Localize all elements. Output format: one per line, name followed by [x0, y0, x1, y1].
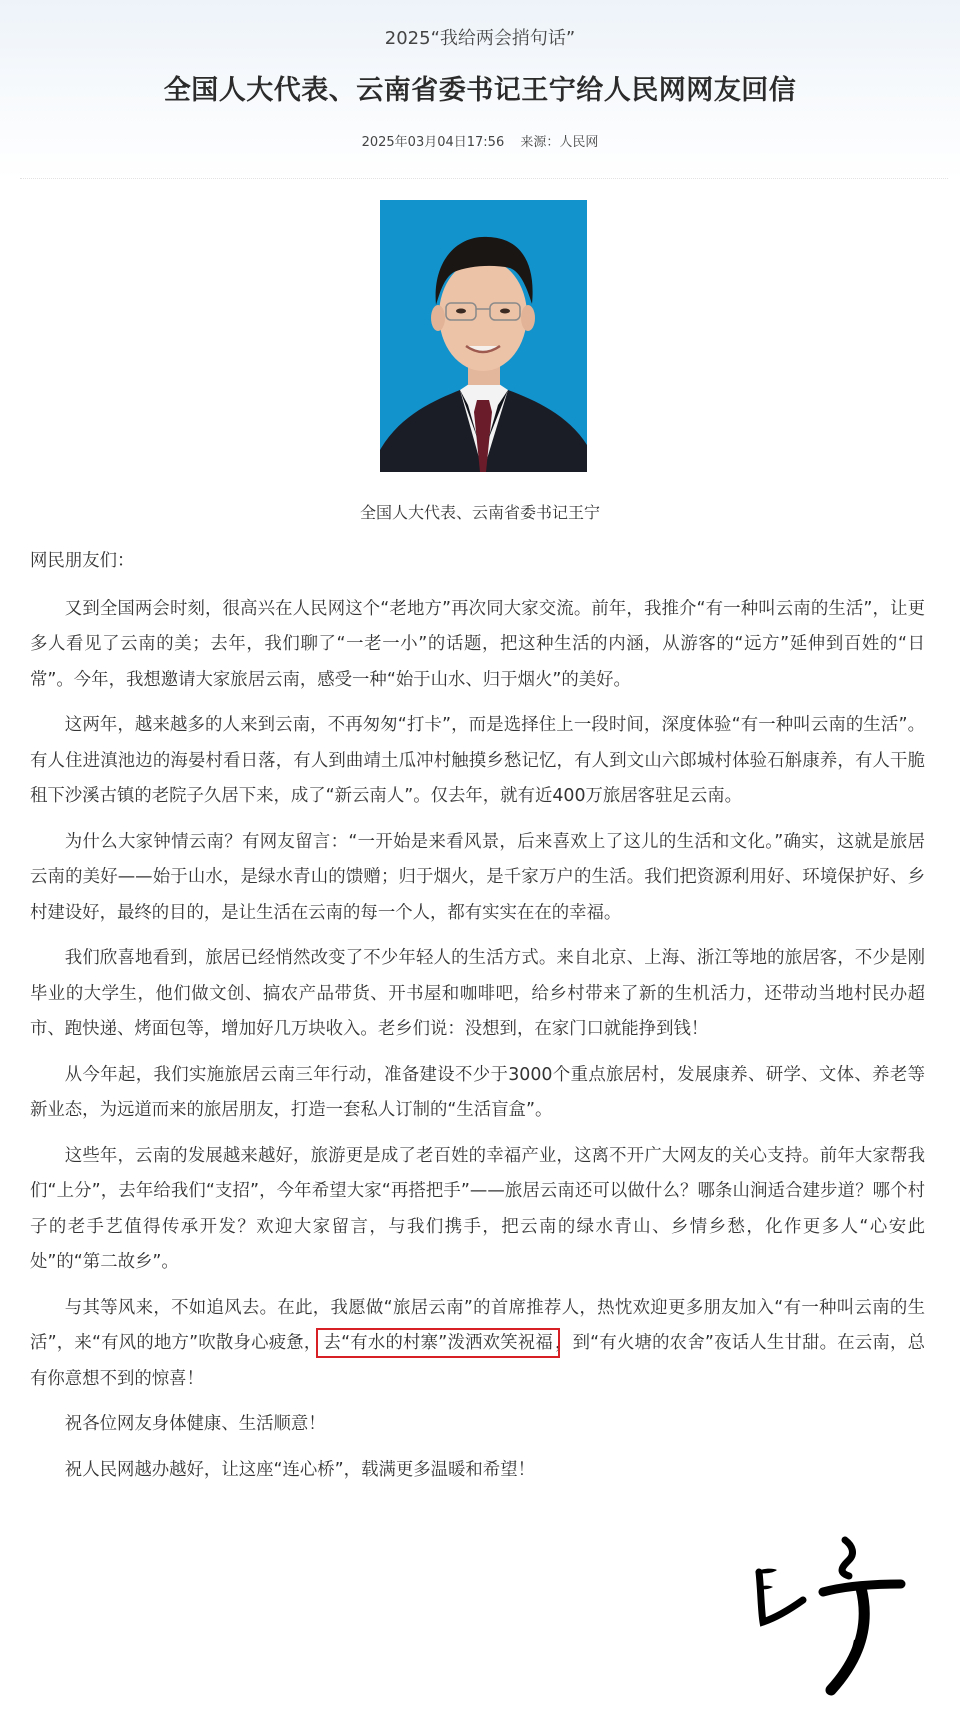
photo-caption: 全国人大代表、云南省委书记王宁 — [359, 503, 600, 522]
wish-line: 祝人民网越办越好，让这座“连心桥”，载满更多温暖和希望！ — [64, 1459, 535, 1480]
closing-text-before: 与其等风来，不如追风去。在此，我愿做“旅居云南”的首席推荐人，热忱欢迎更多朋友加入“有一种叫云南的生活”，来“有风的地方”吹散身心疲惫， — [30, 1297, 925, 1353]
source-label: 来源：人民网 — [520, 135, 599, 150]
letter-paragraph: 我们欣喜地看到，旅居已经悄然改变了不少年轻人的生活方式。来自北京、上海、浙江等地的旅居客，不少是刚毕业的大学生，他们做文创、搞农产品带货、开书屋和咖啡吧，给乡村带来了新的生机活力，还带动当地村民办超市、跑快递、烤面包等，增加好几万块收入。老乡们说：没想到，在家门口就能挣到钱！ — [30, 948, 925, 1039]
article-meta — [0, 131, 960, 150]
letter-paragraph: 为什么大家钟情云南？有网友留言：“一开始是来看风景，后来喜欢上了这儿的生活和文化。”确实，这就是旅居云南的美好——始于山水，是绿水青山的馈赠；归于烟火，是千家万户的生活。我们把资源利用好、环境保护好、乡村建设好，最终的目的，是让生活在云南的每一个人，都有实实在在的幸福。 — [30, 831, 925, 923]
letter-body — [30, 544, 925, 1498]
portrait-photo — [380, 200, 587, 472]
header-divider — [20, 178, 948, 179]
letter-paragraph: 这些年，云南的发展越来越好，旅游更是成了老百姓的幸福产业，这离不开广大网友的关心支持。前年大家帮我们“上分”，去年给我们“支招”，今年希望大家“再搭把手”——旅居云南还可以做什么？哪条山涧适合建步道？哪个村子的老手艺值得传承开发？欢迎大家留言，与我们携手，把云南的绿水青山、乡情乡愁，化作更多人“心安此处”的“第二故乡”。 — [30, 1145, 925, 1272]
letter-paragraph: 这两年，越来越多的人来到云南，不再匆匆“打卡”，而是选择住上一段时间，深度体验“有一种叫云南的生活”。有人住进滇池边的海晏村看日落，有人到曲靖土瓜冲村触摸乡愁记忆，有人到文山六郎城村体验石斛康养，有人干脆租下沙溪古镇的老院子久居下来，成了“新云南人”。仅去年，就有近400万旅居客驻足云南。 — [30, 715, 925, 806]
article-title: 全国人大代表、云南省委书记王宁给人民网网友回信 — [163, 75, 797, 106]
calligraphy-signature — [745, 1530, 925, 1700]
highlighted-phrase: 去“有水的村寨”泼洒欢笑祝福 — [323, 1333, 553, 1353]
publish-date: 2025年03月04日17:56 — [361, 135, 505, 150]
letter-greeting: 网民朋友们： — [30, 551, 135, 571]
letter-paragraph: 从今年起，我们实施旅居云南三年行动，准备建设不少于3000个重点旅居村，发展康养、研学、文体、养老等新业态，为远道而来的旅居朋友，打造一套私人订制的“生活盲盒”。 — [30, 1064, 925, 1120]
closing-text-after: ，到“有火塘的农舍”夜话人生甘甜。在云南，总有你意想不到的惊喜！ — [30, 1333, 925, 1389]
column-tag: 2025“我给两会捎句话” — [384, 28, 576, 49]
letter-paragraph: 又到全国两会时刻，很高兴在人民网这个“老地方”再次同大家交流。前年，我推介“有一种叫云南的生活”，让更多人看见了云南的美；去年，我们聊了“一老一小”的话题，把这种生活的内涵，从游客的“远方”延伸到百姓的“日常”。今年，我想邀请大家旅居云南，感受一种“始于山水、归于烟火”的美好。 — [30, 598, 925, 690]
wish-line: 祝各位网友身体健康、生活顺意！ — [64, 1414, 326, 1434]
closing-paragraph — [30, 1291, 925, 1398]
article-header — [0, 0, 960, 180]
signature-icon — [745, 1530, 925, 1700]
portrait-image — [380, 200, 587, 472]
